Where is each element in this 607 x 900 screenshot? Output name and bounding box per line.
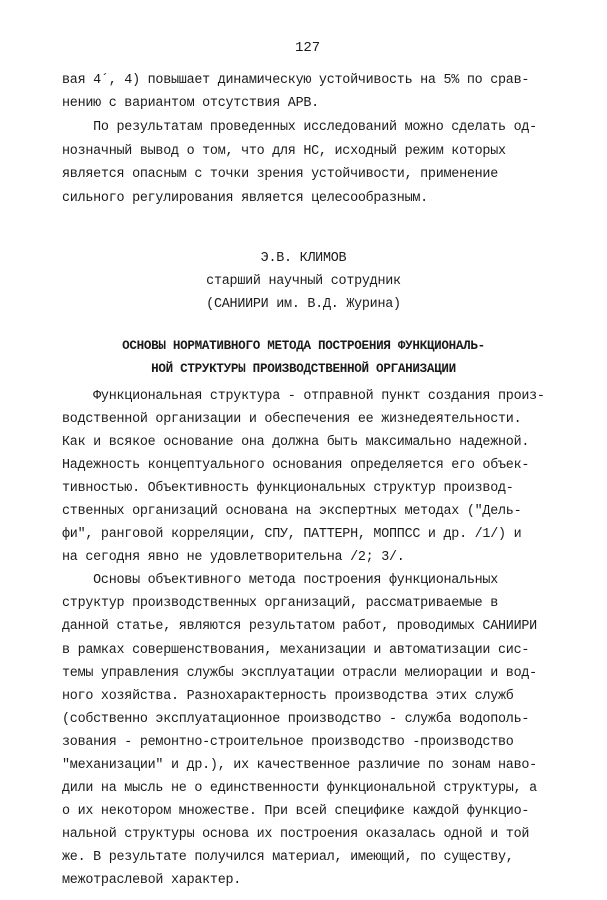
body-line: Основы объективного метода построения функциональных: [62, 573, 498, 589]
author-position: старший научный сотрудник: [206, 274, 401, 289]
body-line: на сегодня явно не удовлетворительна /2; 3/.: [62, 550, 405, 566]
body-line: (собственно эксплуатационное производство - служба водополь-: [62, 711, 530, 727]
body-line: Функциональная структура - отправной пункт создания произ-: [62, 389, 545, 404]
body-line: в рамках совершенствования, механизации и автоматизации сис-: [62, 642, 530, 658]
body-line: ного хозяйства. Разнохарактерность производства этих служб: [62, 688, 514, 704]
continuation-line: сильного регулирования является целесообразным.: [62, 191, 428, 206]
body-line: межотраслевой характер.: [62, 873, 242, 888]
body-line: структур производственных организаций, рассматриваемые в: [62, 596, 498, 612]
body-line: нальной структуры основа их построения оказалась одной и той: [62, 826, 530, 842]
page-number: 127: [295, 40, 321, 56]
article-title-line: ОСНОВЫ НОРМАТИВНОГО МЕТОДА ПОСТРОЕНИЯ ФУНКЦИОНАЛЬ-: [122, 339, 485, 353]
body-line: ственных организаций основана на экспертных методах ("Дель-: [62, 504, 522, 520]
body-line: Как и всякое основание она должна быть максимально надежной.: [62, 435, 530, 451]
body-line: тивностью. Объективность функциональных структур производ-: [62, 481, 514, 497]
body-line: темы управления службы эксплуатации отрасли мелиорации и вод-: [62, 665, 537, 681]
author-name: Э.В. КЛИМОВ: [260, 251, 347, 266]
body-line: Надежность концептуального основания определяется его объек-: [62, 458, 530, 474]
body-line: зования - ремонтно-строительное производство -производство: [62, 734, 514, 750]
continuation-line: является опасным с точки зрения устойчивости, применение: [62, 167, 498, 182]
body-line: данной статье, являются результатом работ, проводимых САНИИРИ: [62, 619, 537, 635]
body-line: о их некотором множестве. При всей специфике каждой функцио-: [62, 803, 530, 819]
body-line: дили на мысль не о единственности функциональной структуры, а: [62, 780, 537, 796]
author-affiliation: (САНИИРИ им. В.Д. Журина): [206, 297, 401, 312]
body-line: "механизации" и др.), их качественное различие по зонам наво-: [62, 757, 537, 773]
continuation-line: нозначный вывод о том, что для НС, исходный режим которых: [62, 144, 506, 159]
article-title-line: НОЙ СТРУКТУРЫ ПРОИЗВОДСТВЕННОЙ ОРГАНИЗАЦИИ: [151, 362, 456, 376]
body-line: же. В результате получился материал, имеющий, по существу,: [62, 849, 514, 865]
body-line: водственной организации и обеспечения ее жизнедеятельности.: [62, 412, 522, 428]
continuation-line: По результатам проведенных исследований можно сделать од-: [62, 120, 537, 135]
continuation-line: вая 4´, 4) повышает динамическую устойчивость на 5% по срав-: [62, 73, 530, 88]
body-line: фи", ранговой корреляции, СПУ, ПАТТЕРН, МОППСС и др. /1/) и: [62, 527, 522, 543]
continuation-line: нению с вариантом отсутствия АРВ.: [62, 96, 319, 111]
